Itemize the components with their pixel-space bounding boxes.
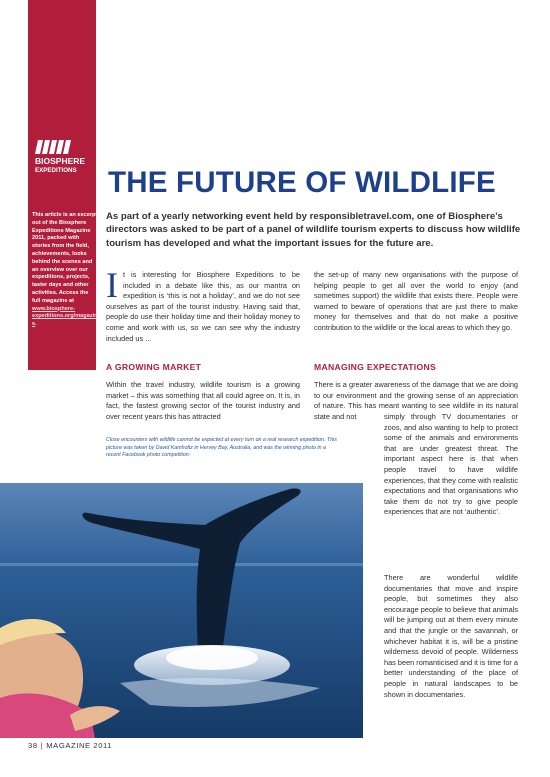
market-paragraph: Within the travel industry, wildlife tourism is a growing market – this was something that all could agree on. It is, in fact, the fastest growing sector of the tourist industry and over recent years this has attracted: [106, 380, 300, 421]
article-lead: As part of a yearly networking event held by responsibletravel.com, one of Biosphere’s directors was asked to be part of a panel of wildlife tourism experts to discuss how wildlife tourism has developed and what the important issues for the future are.: [106, 211, 521, 249]
page-number: 38: [28, 741, 38, 750]
organisations-paragraph: the set-up of many new organisations with the purpose of helping people to get all over the world to enjoy (and sometimes support) the wildlife that exists there. People were warned to beware of operations that are just there to make money for themselves and that do not make a positive contribution to the wildlife or the local areas to which they go.: [314, 270, 518, 332]
heading-managing-expectations: MANAGING EXPECTATIONS: [314, 362, 436, 372]
magazine-excerpt-note: [32, 212, 98, 329]
column-2-intro: [314, 270, 518, 334]
column-2-documentaries: [384, 573, 518, 700]
awareness-paragraph-narrow: simply through TV documentaries or zoos, and also wanting to help to protect some of the animals and environments that are under greatest threat. The important aspect here is that when people travel to have wildlife experiences, that they come with realistic expectations and that organisations who take them do not try to give people experiences that are not ‘authentic’.: [384, 412, 518, 517]
excerpt-end: .: [35, 321, 37, 328]
biosphere-logo: [34, 140, 90, 180]
intro-paragraph: t is interesting for Biosphere Expeditions to be included in a debate like this, as our mantra on expedition is ‘this is not a holiday’, and we do not see ourselves as part of the tourist industry. Having said that, people do use their holiday time and their holiday money to come and work with us, so we can see why the industry included us ...: [106, 270, 300, 343]
column-2-awareness-narrow: [384, 412, 518, 518]
article-title: THE FUTURE OF WILDLIFE: [108, 166, 496, 199]
awareness-paragraph-top: There is a greater awareness of the damage that we are doing to our environment and the growing sense of an appreciation of nature. This has meant wanting to see wildlife in its natural state and not: [314, 380, 518, 421]
column-1-market: [106, 380, 300, 422]
logo-graphic: [34, 140, 90, 180]
heading-growing-market: A GROWING MARKET: [106, 362, 202, 372]
column-1-intro: [106, 265, 300, 344]
drop-cap: I: [106, 265, 118, 305]
photo-caption: Close encounters with wildlife cannot be expected at every turn on a real research expedition. This picture was taken by David Kamholtz in Hervey Bay, Australia, and was the winning photo in a recent Facebook photo competition.: [106, 437, 337, 459]
excerpt-intro: This article is an excerpt out of the Biosphere Expeditions Magazine 2011, packed with stories from the field, achievements, looks behind the scenes and an overview over our expeditions, projects, taster days and other activities. Access the full magazine at: [32, 212, 98, 304]
logo-text-line1: BIOSPHERE: [35, 156, 86, 166]
documentaries-paragraph: There are wonderful wildlife documentaries that move and inspire people, but sometimes they also encourage people to believe that animals will be jumping out at them every minute and that the jungle or the savannah, or whichever habitat it is, will be a pristine wilderness devoid of people. Wilderness has been romanticised and it is time for a better understanding of the place of people in natural landscapes to be shown in documentaries.: [384, 573, 518, 699]
publication-name: MAGAZINE 2011: [46, 741, 113, 750]
magazine-link[interactable]: www.biosphere-expeditions.org/magazine: [32, 305, 98, 328]
page-footer: 38 | MAGAZINE 2011: [28, 741, 113, 750]
whale-tail-photo: [0, 483, 363, 738]
logo-text-line2: EXPEDITIONS: [35, 167, 77, 174]
